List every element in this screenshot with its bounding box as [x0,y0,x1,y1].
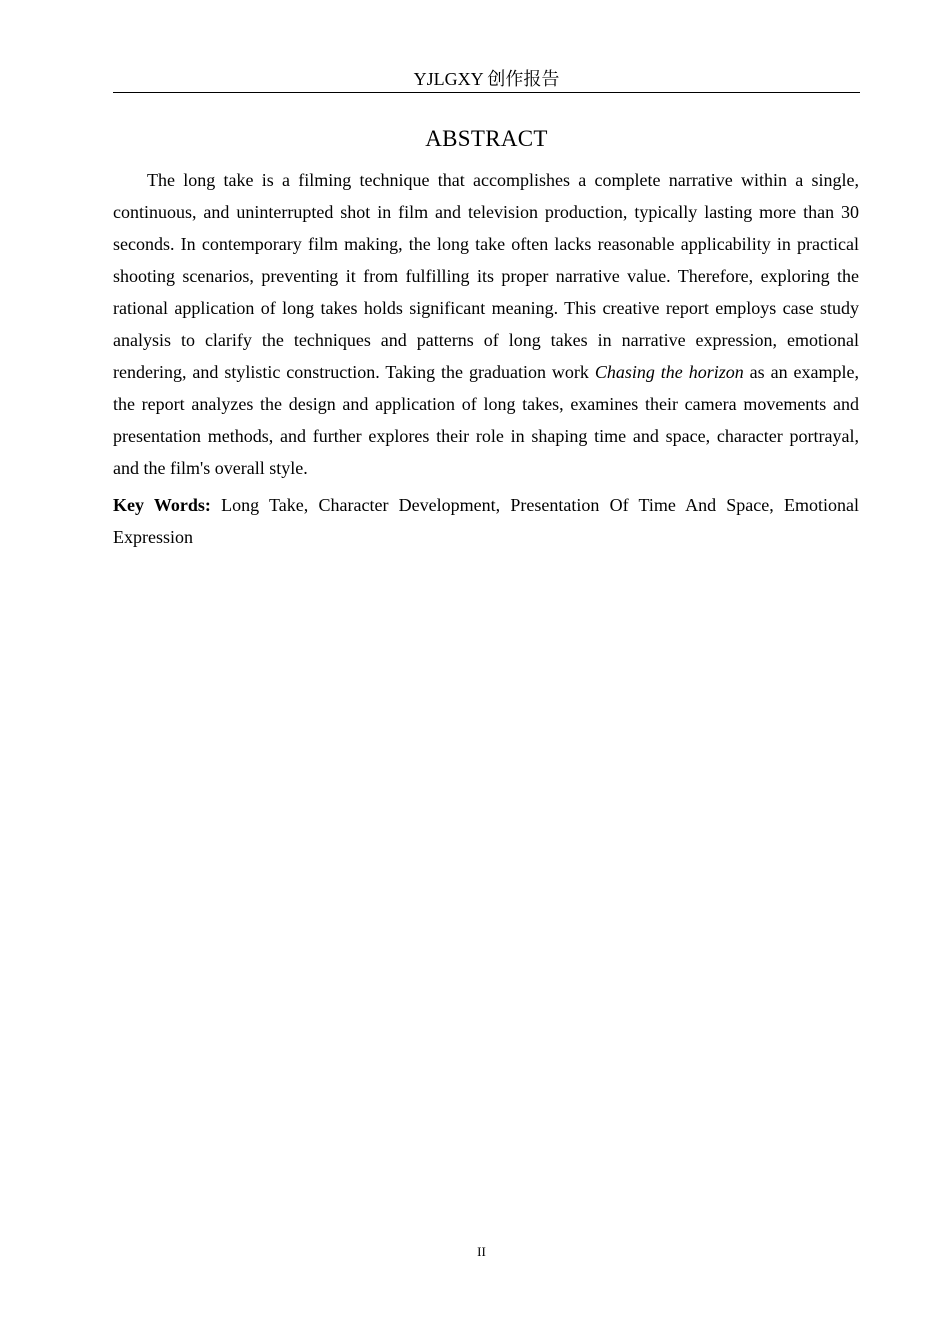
page-number: II [477,1244,486,1259]
abstract-text-part-2: as an example, the report analyzes the design and application of long takes, examines their camera movements and presentation methods, and further explores their role in shaping time and space, character portrayal, and the film's overall style. [113,362,860,478]
header-rule [113,92,860,93]
keywords-label: Key Words: [113,495,211,515]
keywords-line [113,489,859,553]
keywords-text: Long Take, Character Development, Presentation Of Time And Space, Emotional Expression [113,495,859,547]
running-header: YJLGXY 创作报告 [413,69,560,89]
abstract-heading: ABSTRACT [425,126,548,151]
abstract-text-part-1: The long take is a filming technique that accomplishes a complete narrative within a single, continuous, and uninterrupted shot in film and television production, typically lasting more than 30 seconds. In contemporary film making, the long take often lacks reasonable applicability in practical shooting scenarios, preventing it from fulfilling its proper narrative value. Therefore, exploring the rational application of long takes holds significant meaning. This creative report employs case study analysis to clarify the techniques and patterns of long takes in narrative expression, emotional rendering, and stylistic construction. Taking the graduation work [113,170,859,382]
work-title: Chasing the horizon [594,362,744,382]
abstract-paragraph [113,164,859,484]
